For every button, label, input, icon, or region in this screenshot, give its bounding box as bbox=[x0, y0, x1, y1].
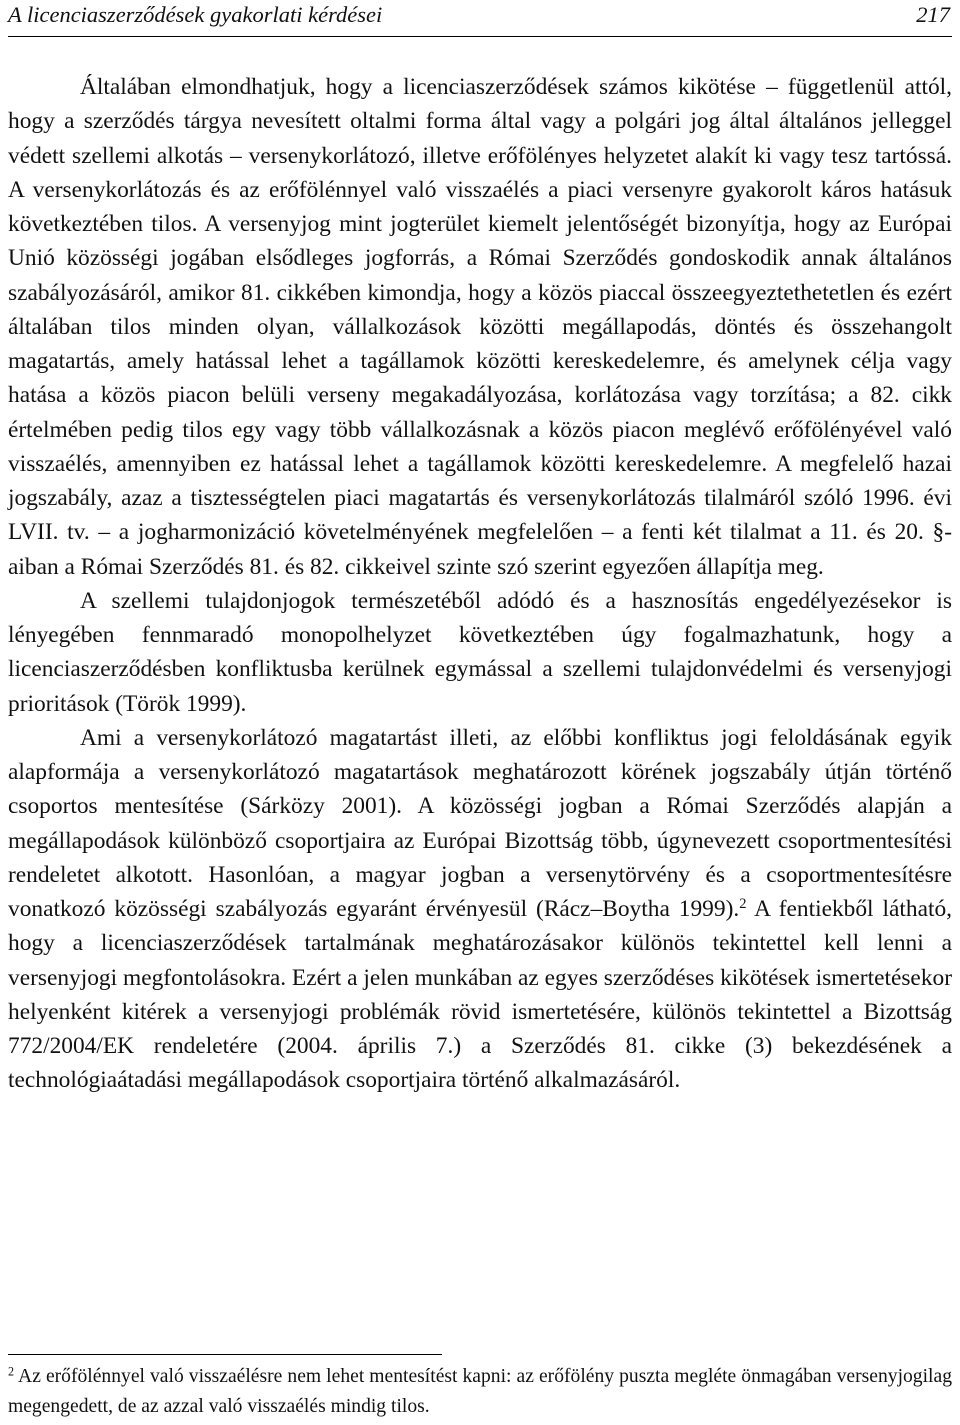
paragraph-2-text: A szellemi tulajdonjogok természetéből adódó és a hasznosítás engedélyezésekor is lényegében fennmaradó monopolhelyzet következtében úgy fogalmazhatunk, hogy a licenciaszerződésben konfliktusba kerülnek egymással a szellemi tulajdonvédelmi és versenyjogi prioritások (Török 1999). bbox=[8, 587, 952, 717]
footnote-number: 2 bbox=[8, 1364, 15, 1379]
footnote bbox=[8, 1362, 952, 1422]
running-header bbox=[8, 0, 952, 37]
paragraph-1 bbox=[8, 70, 952, 584]
footnote-reference[interactable]: 2 bbox=[739, 896, 747, 913]
page-number: 217 bbox=[916, 2, 950, 27]
paragraph-3-text-end: A fentiekből látható, hogy a licenciaszerződések tartalmának meghatározásakor különös tekintettel kell lenni a versenyjogi megfontolásokra. Ezért a jelen munkában az egyes szerződéses kikötések ismertetésekor helyenként kitérek a versenyjogi problémák rövid ismertetésére, különös tekintettel a Bizottság 772/2004/EK rendeletére (2004. április 7.) a Szerződés 81. cikke (3) bekezdésének a technológiaátadási megállapodások csoportjaira történő alkalmazásáról. bbox=[8, 896, 952, 1094]
main-text bbox=[8, 70, 952, 1098]
paragraph-1-text: Általában elmondhatjuk, hogy a licenciaszerződések számos kikötése – függetlenül attól, hogy a szerződés tárgya nevesített oltalmi forma által vagy a polgári jog által általános jelleggel védett szellemi alkotás – versenykorlátozó, illetve erőfölényes helyzetet alakít ki vagy tesz tartóssá. A versenykorlátozás és az erőfölénnyel való visszaélés a piaci versenyre gyakorolt káros hatásuk következtében tilos. A versenyjog mint jogterület kiemelt jelentőségét bizonyítja, hogy az Európai Unió közösségi jogában elsődleges jogforrás, a Római Szerződés gondoskodik annak általános szabályozásáról, amikor 81. cikkében kimondja, hogy a közös piaccal összeegyeztethetetlen és ezért általában tilos minden olyan, vállalkozások közötti megállapodás, döntés és összehangolt magatartás, amely hatással lehet a tagállamok közötti kereskedelemre, és amelynek célja vagy hatása a közös piacon belüli verseny megakadályozása, korlátozása vagy torzítása; a 82. cikk értelmében pedig tilos egy vagy több vállalkozásnak a közös piacon meglévő erőfölényével való visszaélés, amennyiben ez hatással lehet a tagállamok közötti kereskedelemre. A megfelelő hazai jogszabály, azaz a tisztességtelen piaci magatartás és versenykorlátozás tilalmáról szóló 1996. évi LVII. tv. – a jogharmonizáció követelményének megfelelően – a fenti két tilalmat a 11. és 20. §-aiban a Római Szerződés 81. és 82. cikkeivel szinte szó szerint egyezően állapítja meg. bbox=[8, 74, 952, 580]
running-header-title: A licenciaszerződések gyakorlati kérdései bbox=[8, 2, 383, 27]
paragraph-3-text-start: Ami a versenykorlátozó magatartást illeti, az előbbi konfliktus jogi feloldásának egyik alapformája a versenykorlátozó magatartások meghatározott körének jogszabály útján történő csoportos mentesítése (Sárközy 2001). A közösségi jogban a Római Szerződés alapján a megállapodások különböző csoportjaira az Európai Bizottság több, úgynevezett csoportmentesítési rendeletet alkotott. Hasonlóan, a magyar jogban a versenytörvény és a csoportmentesítésre vonatkozó közösségi szabályozás egyaránt érvényesül (Rácz–Boytha 1999). bbox=[8, 724, 952, 922]
paragraph-2 bbox=[8, 584, 952, 721]
footnote-text: Az erőfölénnyel való visszaélésre nem lehet mentesítést kapni: az erőfölény puszta megléte önmagában versenyjogilag megengedett, de az azzal való visszaélés mindig tilos. bbox=[8, 1366, 952, 1417]
footnote-separator bbox=[8, 1354, 442, 1355]
paragraph-3 bbox=[8, 721, 952, 1098]
